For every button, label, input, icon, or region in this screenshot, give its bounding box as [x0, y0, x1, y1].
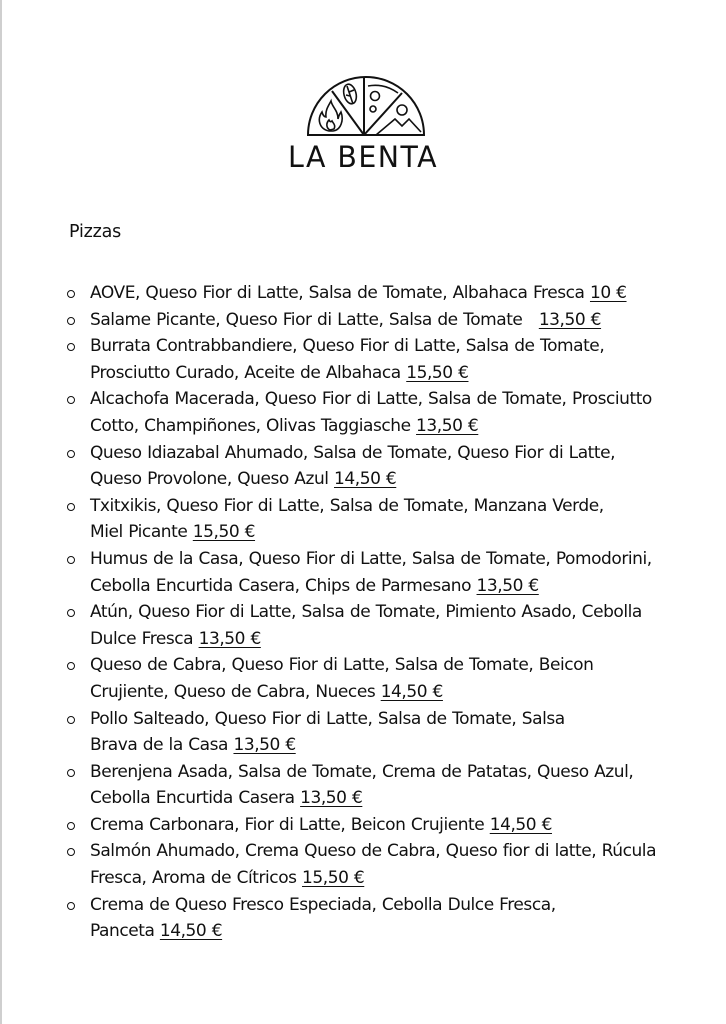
bullet-icon [67, 848, 75, 856]
menu-item [64, 307, 684, 334]
menu-item [64, 599, 684, 652]
item-price: 15,50 € [302, 868, 365, 889]
page-edge [0, 0, 2, 1024]
item-description: Miel Picante [90, 522, 193, 543]
la-benta-logo [296, 74, 436, 138]
menu-item [64, 892, 684, 945]
bullet-icon [67, 662, 75, 670]
brand-name: LA BENTA [287, 140, 439, 174]
item-price: 10 € [589, 283, 627, 303]
bullet-icon [67, 822, 75, 830]
flame-icon [319, 101, 342, 131]
item-description: Atún, Queso Fior di Latte, Salsa de Tomate, Pimiento Asado, Cebolla [90, 602, 642, 623]
item-description: Cotto, Champiñones, Olivas Taggiasche [90, 415, 417, 436]
item-price: 14,50 € [334, 469, 397, 490]
item-description: Burrata Contrabbandiere, Queso Fior di Latte, Salsa de Tomate, [90, 336, 605, 357]
bullet-icon [67, 902, 75, 910]
menu-item [64, 440, 684, 493]
item-description: Humus de la Casa, Queso Fior di Latte, Salsa de Tomate, Pomodorini, [90, 548, 652, 569]
item-description: Queso de Cabra, Queso Fior di Latte, Salsa de Tomate, Beicon [90, 655, 594, 676]
bullet-icon [67, 716, 75, 724]
item-price: 14,50 € [159, 921, 223, 942]
item-description: Crema Carbonara, Fior di Latte, Beicon Crujiente [90, 814, 490, 835]
logo-half-circle [308, 77, 424, 135]
item-description: Queso Idiazabal Ahumado, Salsa de Tomate, Queso Fior di Latte, [90, 442, 616, 463]
item-description: Brava de la Casa [90, 735, 234, 756]
pizza-slice-icon [368, 85, 398, 112]
item-description: Dulce Fresca [90, 628, 199, 649]
item-price: 14,50 € [380, 681, 443, 702]
menu-item [64, 812, 684, 839]
mountain-sun-icon [376, 105, 421, 135]
item-description: Prosciutto Curado, Aceite de Albahaca [90, 362, 407, 383]
item-price: 15,50 € [192, 522, 256, 543]
item-price: 13,50 € [233, 735, 296, 756]
menu-item [64, 386, 684, 439]
bullet-icon [67, 556, 75, 564]
item-price: 13,50 € [416, 415, 479, 436]
item-description: Fresca, Aroma de Cítricos [90, 868, 303, 889]
menu-item [64, 706, 684, 759]
leaf-icon [342, 83, 359, 105]
item-price: 15,50 € [406, 362, 469, 383]
bullet-icon [67, 396, 75, 404]
menu-item [64, 493, 684, 546]
item-description: Pollo Salteado, Queso Fior di Latte, Salsa de Tomate, Salsa [90, 708, 565, 729]
item-description: Queso Provolone, Queso Azul [90, 469, 335, 490]
item-description: Crujiente, Queso de Cabra, Nueces [90, 681, 381, 702]
item-description: AOVE, Queso Fior di Latte, Salsa de Tomate, Albahaca Fresca [90, 283, 590, 303]
item-description: Cebolla Encurtida Casera, Chips de Parmesano [90, 575, 477, 596]
bullet-icon [67, 290, 75, 298]
item-description: Crema de Queso Fresco Especiada, Cebolla Dulce Fresca, [90, 894, 556, 915]
item-description: Cebolla Encurtida Casera [90, 788, 301, 809]
menu-item [64, 333, 684, 386]
section-title: Pizzas [69, 222, 122, 242]
bullet-icon [67, 609, 75, 617]
menu-item [64, 280, 684, 307]
bullet-icon [67, 769, 75, 777]
bullet-icon [67, 450, 75, 458]
item-description: Salmón Ahumado, Crema Queso de Cabra, Queso fior di latte, Rúcula [90, 841, 657, 862]
item-description: Txitxikis, Queso Fior di Latte, Salsa de Tomate, Manzana Verde, [90, 495, 604, 516]
pizza-menu-list [64, 280, 684, 945]
bullet-icon [67, 503, 75, 511]
item-description: Alcachofa Macerada, Queso Fior di Latte, Salsa de Tomate, Prosciutto [90, 389, 652, 410]
item-price: 14,50 € [489, 814, 552, 835]
item-description: Panceta [90, 921, 160, 942]
menu-item [64, 759, 684, 812]
item-description: Salame Picante, Queso Fior di Latte, Salsa de Tomate [90, 309, 539, 330]
menu-item [64, 838, 684, 891]
item-price: 13,50 € [476, 575, 539, 596]
item-price: 13,50 € [300, 788, 363, 809]
bullet-icon [67, 343, 75, 351]
menu-item [64, 546, 684, 599]
item-description: Berenjena Asada, Salsa de Tomate, Crema de Patatas, Queso Azul, [90, 761, 634, 782]
bullet-icon [67, 317, 75, 325]
item-price: 13,50 € [538, 309, 602, 330]
menu-item [64, 652, 684, 705]
item-price: 13,50 € [198, 628, 261, 649]
